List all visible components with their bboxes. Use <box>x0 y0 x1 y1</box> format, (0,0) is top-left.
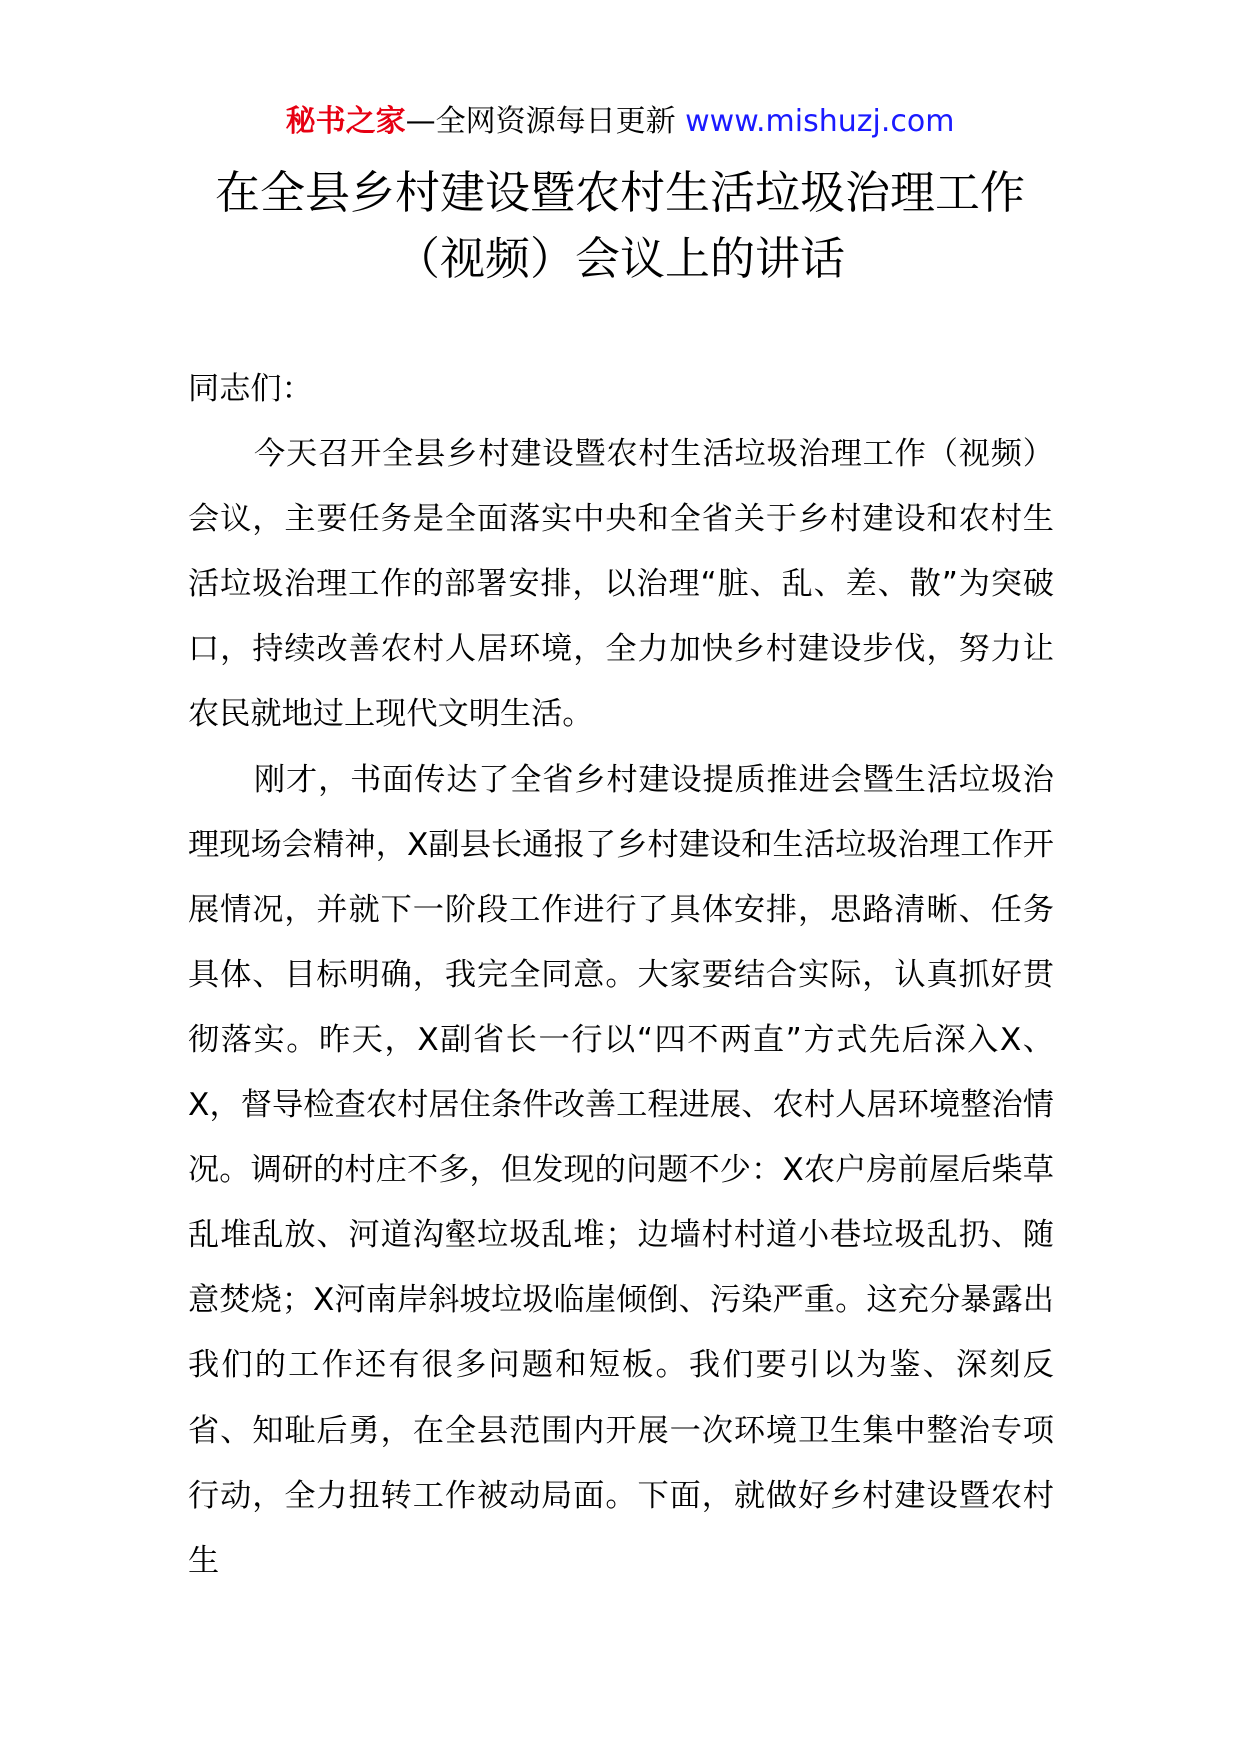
title-line-1: 在全县乡村建设暨农村生活垃圾治理工作 <box>214 166 1025 219</box>
paragraph-1: 今天召开全县乡村建设暨农村生活垃圾治理工作（视频）会议，主要任务是全面落实中央和全省关于乡村建设和农村生活垃圾治理工作的部署安排，以治理“脏、乱、差、散”为突破口，持续改善农村人居环境，全力加快乡村建设步伐，努力让农民就地过上现代文明生活。 <box>188 436 1054 733</box>
document-title <box>0 160 1240 292</box>
site-brand: 秘书之家 <box>285 104 406 139</box>
site-url: www.mishuzj.com <box>685 104 955 139</box>
site-watermark-header <box>0 100 1240 144</box>
title-line-2: （视频）会议上的讲话 <box>394 232 845 285</box>
site-tagline: —全网资源每日更新 <box>405 104 676 139</box>
document-body <box>188 357 1054 1594</box>
paragraph-2: 刚才，书面传达了全省乡村建设提质推进会暨生活垃圾治理现场会精神，X副县长通报了乡村建设和生活垃圾治理工作开展情况，并就下一阶段工作进行了具体安排，思路清晰、任务具体、目标明确，我完全同意。大家要结合实际，认真抓好贯彻落实。昨天，X副省长一行以“四不两直”方式先后深入X、X，督导检查农村居住条件改善工程进展、农村人居环境整治情况。调研的村庄不多，但发现的问题不少：X农户房前屋后柴草乱堆乱放、河道沟壑垃圾乱堆；边墙村村道小巷垃圾乱扔、随意焚烧；X河南岸斜坡垃圾临崖倾倒、污染严重。这充分暴露出我们的工作还有很多问题和短板。我们要引以为鉴、深刻反省、知耻后勇，在全县范围内开展一次环境卫生集中整治专项行动，全力扭转工作被动局面。下面，就做好乡村建设暨农村生 <box>188 761 1054 1579</box>
salutation: 同志们： <box>188 371 313 407</box>
